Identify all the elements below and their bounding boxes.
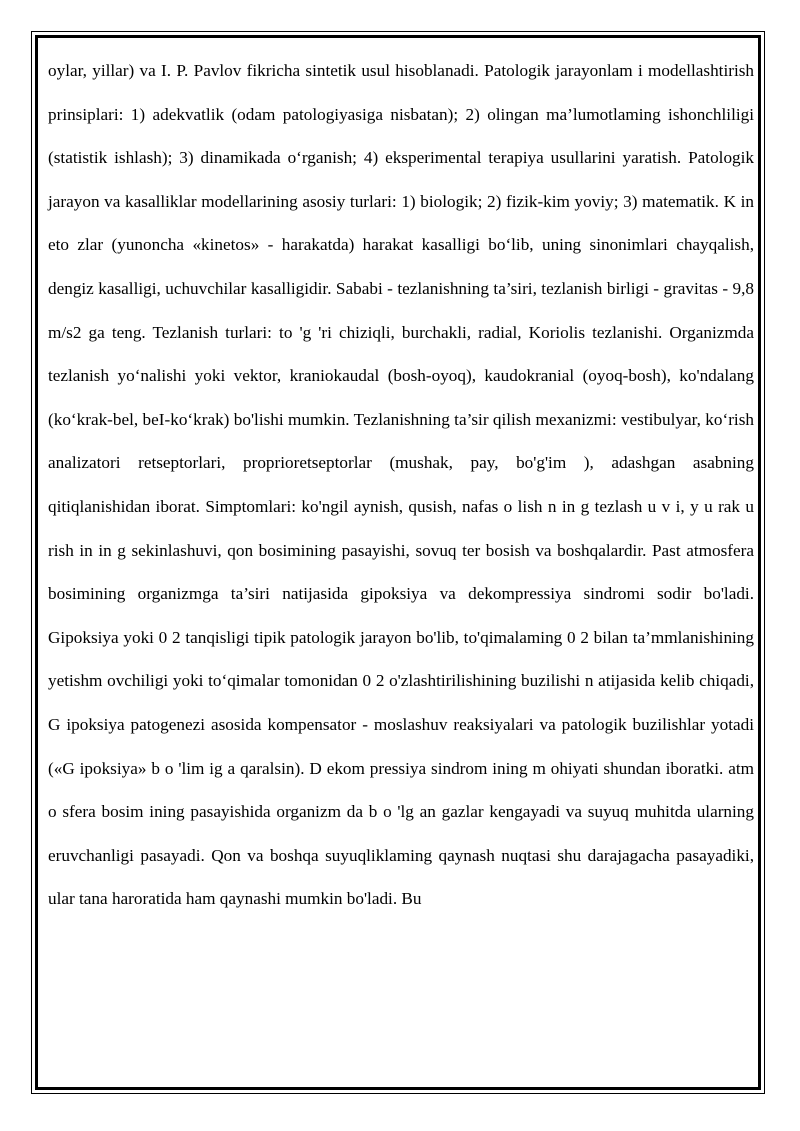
body-text: oylar, yillar) va I. P. Pavlov fikricha sintetik usul hisoblanadi. Patologik jarayonlam i modellashtirish prinsiplari: 1) adekvatlik (odam patologiyasiga nisbatan); 2) olingan ma’lumotlaming ishonchliligi (statistik ishlash); 3) dinamikada o‘rganish; 4) eksperimental terapiya usullarini yaratish. Patologik jarayon va kasalliklar modellarining asosiy turlari: 1) biologik; 2) fizik-kim yoviy; 3) matematik. K in eto zlar (yunoncha «kinetos» - harakatda) harakat kasalligi bo‘lib, uning sinonimlari chayqalish, dengiz kasalligi, uchuvchilar kasalligidir. Sababi - tezlanishning ta’siri, tezlanish birligi - gravitas - 9,8 m/s2 ga teng. Tezlanish turlari: to 'g 'ri chiziqli, burchakli, radial, Koriolis tezlanishi. Organizmda tezlanish yo‘nalishi yoki vektor, kraniokaudal (bosh-oyoq), kaudokranial (oyoq-bosh), ko'ndalang (ko‘krak-bel, beI-ko‘krak) bo'lishi mumkin. Tezlanishning ta’sir qilish mexanizmi: vestibulyar, ko‘rish analizatori retseptorlari, proprioretseptorlar (mushak, pay, bo'g'im ), adashgan asabning qitiqlanishidan iborat. Simptomlari: ko'ngil aynish, qusish, nafas o lish n in g tezlash u v i, y u rak u rish in in g sekinlashuvi, qon bosimining pasayishi, sovuq ter bosish va boshqalardir. Past atmosfera bosimining organizmga ta’siri natijasida gipoksiya va dekompressiya sindromi sodir bo'ladi. Gipoksiya yoki 0 2 tanqisligi tipik patologik jarayon bo'lib, to'qimalaming 0 2 bilan ta’mmlanishining yetishm ovchiligi yoki to‘qimalar tomonidan 0 2 o'zlashtirilishining buzilishi n atijasida kelib chiqadi, G ipoksiya patogenezi asosida kompensator - moslashuv reaksiyalari va patologik buzilishlar yotadi («G ipoksiya» b o 'lim ig a qaralsin). D ekom pressiya sindrom ining m ohiyati shundan iboratki. atm o sfera bosim ining pasayishida organizm da b o 'lg an gazlar kengayadi va suyuq muhitda ularning eruvchanligi pasayadi. Qon va boshqa suyuqliklaming qaynash nuqtasi shu darajagachа pasayadiki, ular tana haroratida ham qaynashi mumkin bo'ladi. Bu <box>48 61 754 909</box>
